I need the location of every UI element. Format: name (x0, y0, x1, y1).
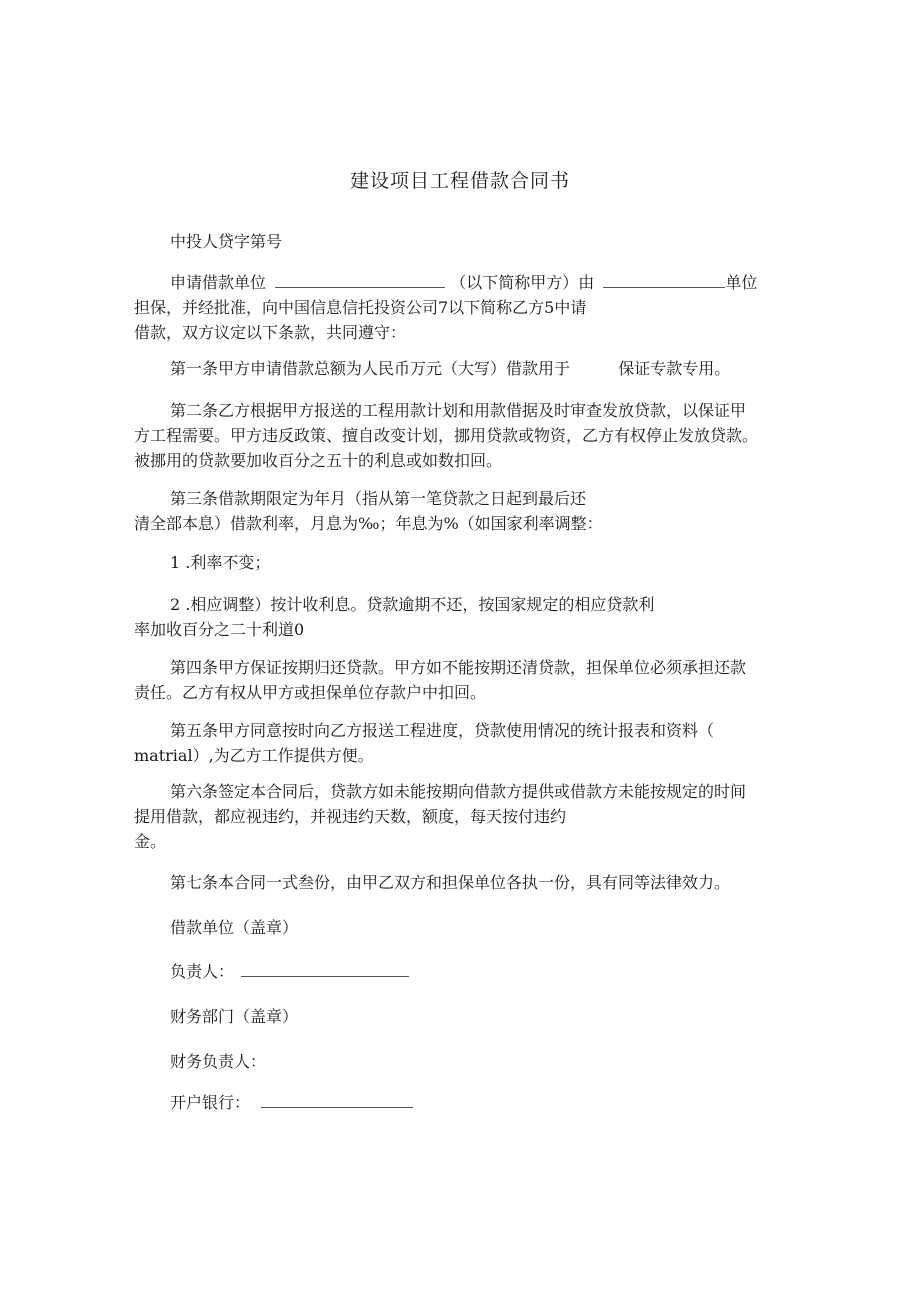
article-3-line: 第三条借款期限定为年月（指从第一笔贷款之日起到最后还 (170, 489, 587, 508)
article-1-text: 第一条甲方申请借款总额为人民币万元（大写）借款用于 (170, 359, 571, 378)
article-6-line: 第六条签定本合同后，贷款方如未能按期向借款方提供或借款方未能按规定的时间 (170, 782, 747, 801)
article-6-line: 提用借款，都应视违约，并视违约天数，额度，每天按付违约 (134, 807, 567, 826)
article-1-tail: 保证专款专用。 (618, 359, 731, 378)
bank-blank[interactable] (261, 1093, 413, 1108)
article-2-line: 被挪用的贷款要加收百分之五十的利息或如数扣回。 (134, 451, 503, 470)
article-3-line: 清全部本息）借款利率，月息为‰；年息为%（如国家利率调整： (134, 514, 603, 533)
finance-head-label: 财务负责人： (170, 1052, 267, 1071)
article-4-line: 责任。乙方有权从甲方或担保单位存款户中扣回。 (134, 683, 487, 702)
person-in-charge-row (170, 962, 409, 982)
bank-label: 开户银行： (170, 1093, 251, 1112)
bank-row (170, 1093, 413, 1113)
guarantor-suffix: 单位 (725, 273, 758, 292)
applicant-label: 申请借款单位 (170, 273, 267, 292)
article-6-line: 金。 (134, 832, 167, 851)
article-5-line: 第五条甲方同意按时向乙方报送工程进度，贷款使用情况的统计报表和资料（ (170, 721, 715, 740)
article-5-line: matrial）,为乙方工作提供方便。 (134, 746, 374, 765)
article-7: 第七条本合同一式叁份，由甲乙双方和担保单位各执一份，具有同等法律效力。 (170, 873, 731, 892)
person-in-charge-blank[interactable] (241, 962, 409, 977)
article-2-line: 方工程需要。甲方违反政策、擅自改变计划，挪用贷款或物资，乙方有权停止发放贷款。 (134, 426, 759, 445)
finance-dept-seal-label: 财务部门（盖章） (170, 1007, 299, 1026)
reference-number: 中投人贷字第号 (170, 232, 283, 251)
paragraph-line: 借款，双方议定以下条款，共同遵守： (134, 323, 407, 342)
guarantor-blank[interactable] (603, 273, 725, 288)
document-title: 建设项目工程借款合同书 (349, 170, 570, 192)
applicant-suffix: （以下简称甲方）由 (450, 273, 595, 292)
paragraph-line: 担保，并经批准，向中国信息信托投资公司7以下简称乙方5中请 (134, 298, 587, 317)
applicant-blank[interactable] (275, 273, 445, 288)
borrower-seal-label: 借款单位（盖章） (170, 918, 299, 937)
applicant-line (170, 273, 757, 293)
article-2-line: 第二条乙方根据甲方报送的工程用款计划和用款借据及时审查发放贷款，以保证甲 (170, 401, 747, 420)
rate-item-2-line: 2 .相应调整）按计收利息。贷款逾期不还，按国家规定的相应贷款利 (170, 595, 655, 614)
rate-item-2-line: 率加收百分之二十利道0 (134, 620, 305, 639)
article-1 (170, 359, 730, 379)
article-4-line: 第四条甲方保证按期归还贷款。甲方如不能按期还清贷款，担保单位必须承担还款 (170, 658, 747, 677)
person-in-charge-label: 负责人： (170, 962, 235, 981)
rate-item-1: 1 .利率不变； (170, 553, 271, 572)
